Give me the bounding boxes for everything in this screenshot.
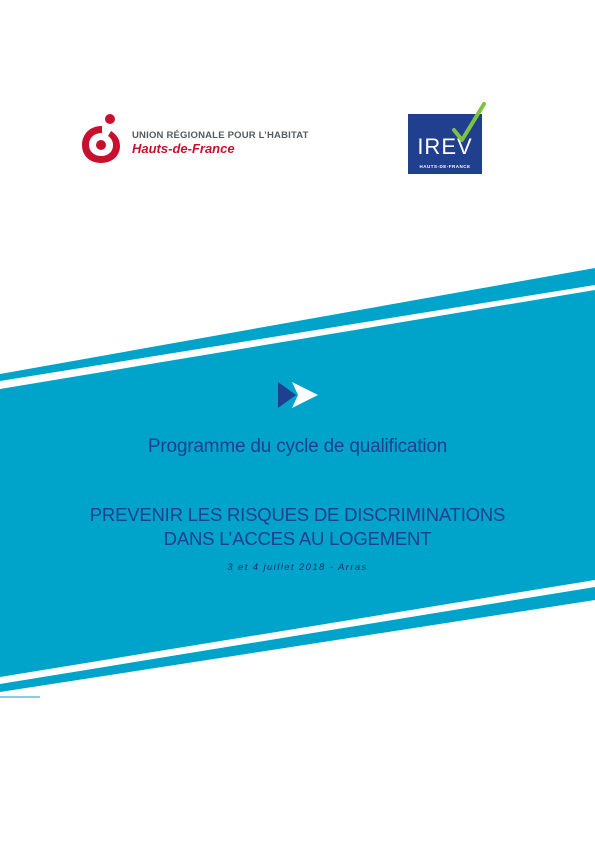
title-line-2: DANS L’ACCES AU LOGEMENT xyxy=(163,528,432,549)
event-date: 3 et 4 juillet 2018 - Arras xyxy=(227,562,368,573)
document-title xyxy=(0,503,595,551)
ur-name-line2: Hauts-de-France xyxy=(132,141,235,156)
double-chevron-icon xyxy=(278,382,320,408)
irev-text: IREV xyxy=(417,134,473,159)
programme-subtitle: Programme du cycle de qualification xyxy=(147,436,448,457)
banner-main-band xyxy=(0,290,595,677)
title-line-1: PREVENIR LES RISQUES DE DISCRIMINATIONS xyxy=(89,504,506,525)
ur-name-line1: UNION RÉGIONALE POUR L’HABITAT xyxy=(132,130,309,141)
irev-subtitle: HAUTS-DE-FRANCE xyxy=(419,164,471,169)
